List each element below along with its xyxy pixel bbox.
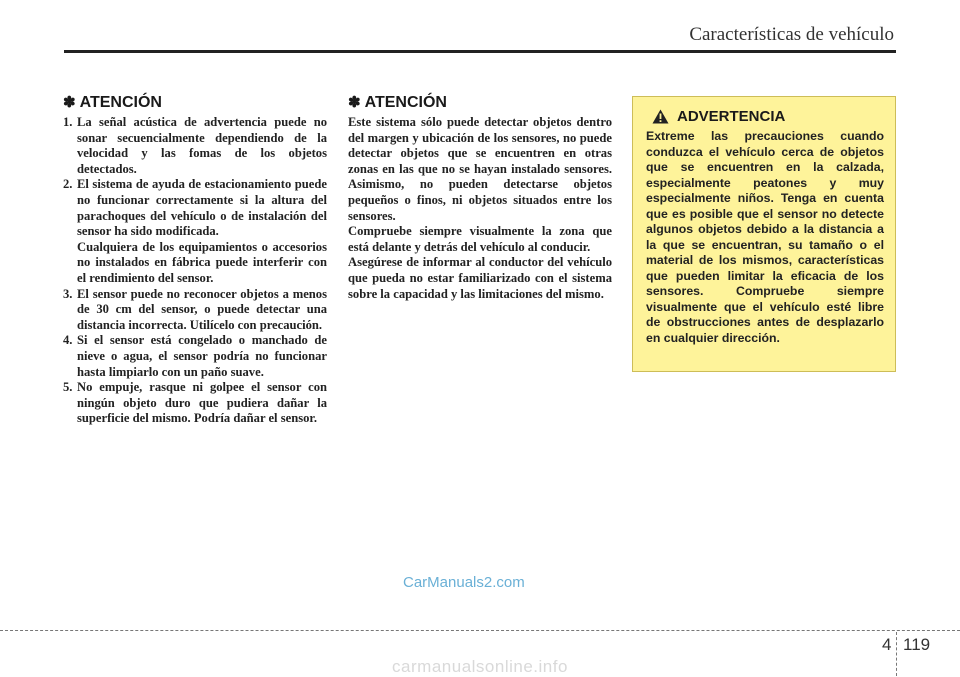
list-item-number: 4. <box>63 333 73 348</box>
page-number: 119 <box>903 635 931 654</box>
star-cross-icon: ✽ <box>348 94 361 111</box>
star-cross-icon: ✽ <box>63 94 76 111</box>
list-item-text: Si el sensor está congelado o manchado de nieve o agua, el sensor podría no funcionar hasta limpiarlo con un paño suave. <box>77 333 327 379</box>
attention-middle-heading <box>348 94 612 112</box>
list-item-text: La señal acústica de advertencia puede no sonar secuencialmente dependiendo de la velocidad y las fomas de los objetos detectados. <box>77 115 327 176</box>
warning-triangle-icon <box>652 109 669 124</box>
warning-box <box>632 96 896 372</box>
list-item-number: 5. <box>63 380 73 395</box>
footer-rule <box>0 630 960 631</box>
page-header-title: Características de vehículo <box>689 24 894 45</box>
list-item-text: El sistema de ayuda de estacionamiento puede no funcionar correctamente si la altura del parachoques del vehículo o de instalación del sensor ha sido modificada. <box>77 177 327 239</box>
list-item <box>63 380 327 427</box>
warning-text: Extreme las precauciones cuando conduzca el vehículo cerca de objetos que se encuentren en la calzada, especialmente peatones y muy especialmente niños. Tenga en cuenta que es posible que el sensor no detecte algunos objetos debido a la distancia a la que se encuentran, su tamaño o el material de los mismos, características que pueden limitar la eficacia de los sensores. Compruebe siempre visualmente que el vehículo esté libre de obstrucciones antes de desplazarlo en cualquier dirección. <box>646 129 884 345</box>
attention-middle-paragraph: Asegúrese de informar al conductor del vehículo que pueda no estar familiarizado con el sistema sobre la capacidad y las limitaciones del mismo. <box>348 255 612 301</box>
attention-middle-paragraph: Compruebe siempre visualmente la zona que está delante y detrás del vehículo al conducir. <box>348 224 612 254</box>
attention-middle-section <box>348 94 612 302</box>
attention-left-section <box>63 94 327 427</box>
footer-site-watermark: carmanualsonline.info <box>392 657 568 676</box>
watermark: CarManuals2.com <box>403 574 525 591</box>
attention-middle-title: ATENCIÓN <box>364 94 447 111</box>
warning-heading <box>652 108 884 125</box>
attention-left-title: ATENCIÓN <box>79 94 162 111</box>
header-rule <box>64 50 896 53</box>
chapter-number: 4 <box>882 635 892 654</box>
warning-title: ADVERTENCIA <box>677 108 786 125</box>
list-item-text: El sensor puede no reconocer objetos a menos de 30 cm del sensor, o puede detectar una distancia incorrecta. Utilícelo con precaución. <box>77 286 327 332</box>
list-item-text: Cualquiera de los equipamientos o accesorios no instalados en fábrica puede interferir con el rendimiento del sensor. <box>77 239 327 285</box>
list-item-number: 1. <box>63 115 73 129</box>
attention-middle-paragraph: Este sistema sólo puede detectar objetos dentro del margen y ubicación de los sensores, no puede detectar objetos que se encuentren en otras zonas en las que no se hayan instalado sensores. Asimismo, no pueden detectarse objetos pequeños o finos, ni objetos situados entre los sensores. <box>348 115 612 223</box>
list-item <box>63 177 327 286</box>
list-item-number: 3. <box>63 286 73 301</box>
attention-left-list <box>63 115 327 427</box>
list-item-text: No empuje, rasque ni golpee el sensor con ningún objeto duro que pudiera dañar la superficie del mismo. Podría dañar el sensor. <box>77 380 327 426</box>
list-item <box>63 333 327 380</box>
list-item <box>63 287 327 334</box>
attention-left-heading <box>63 94 327 112</box>
list-item <box>63 115 327 177</box>
list-item-number: 2. <box>63 177 73 192</box>
